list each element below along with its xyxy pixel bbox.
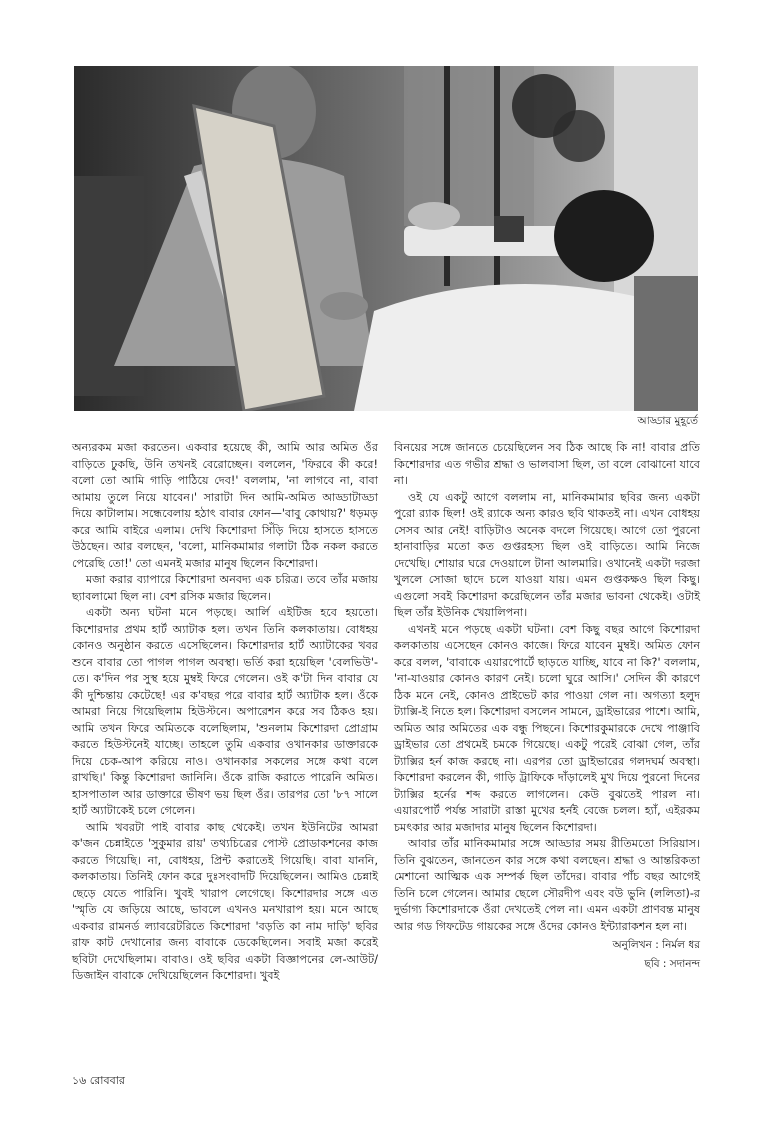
page-footer: ১৬ রোববার <box>72 1074 125 1087</box>
paragraph: আমি খবরটা পাই বাবার কাছ থেকেই। তখন ইউনিটের আমরা ক'জন চেন্নাইতে 'সুকুমার রায়' তথ্যচিত্রের পোস্ট প্রোডাকশনের কাজ করতে গিয়েছি। না, বোধহয়, প্রিন্ট করাতেই গিয়েছি। বাবা যাননি, কলকাতায়। তিনিই ফোন করে দুঃসংবাদটি দিয়েছিলেন। আমিও চেন্নাই ছেড়ে যেতে পারিনি। খুবই খারাপ লেগেছে। কিশোরদার সঙ্গে এত 'স্মৃতি যে জড়িয়ে আছে, ভাবলে এখনও মনখারাপ হয়। মনে আছে একবার রামনর্ড ল্যাবরেটরিতে কিশোরদা 'বড়তি কা নাম দাড়ি' ছবির রাফ কাট দেখানোর জন্য বাবাকে ডেকেছিলেন। সবাই মজা করেই ছবিটা দেখেছিলাম। বাবাও। ওই ছবির একটা বিজ্ঞাপনের লে-আউট/ডিজাইন বাবাকে দেখিয়েছিলেন কিশোরদা। খুবই <box>72 820 378 982</box>
paragraph: ওই যে একটু আগে বললাম না, মানিকমামার ছবির জন্য একটা পুরো র‍্যাক ছিল! ওই র‍্যাকে অন্য কারও ছবি থাকতই না। এখন বোধহয় সেসব আর নেই! বাড়িটাও অনেক বদলে গিয়েছে। আগে তো পুরনো হানাবাড়ির মতো কত গুপ্তরহস্য ছিল ওই বাড়িতে। আমি নিজে দেখেছি। শোয়ার ঘরে দেওয়ালে টানা আলমারি। ওখানেই একটা দরজা খুললে সোজা ছাদে চলে যাওয়া যায়। এমন গুপ্তকক্ষও ছিল কিছু। এগুলো সবই কিশোরদা করেছিলেন তাঁর মজার ভাবনা থেকেই। ওটাই ছিল তাঁর ইউনিক খেয়ালিপনা। <box>394 490 700 619</box>
paragraph: বিনয়ের সঙ্গে জানতে চেয়েছিলেন সব ঠিক আছে কি না! বাবার প্রতি কিশোরদার এত গভীর শ্রদ্ধা ও ভালবাসা ছিল, তা বলে বোঝানো যাবে না। <box>394 441 700 487</box>
article-column-left <box>72 440 378 985</box>
paragraph: মজা করার ব্যাপারে কিশোরদা অনবদ্য এক চরিত্র। তবে তাঁর মজায় ছ্যাবলামো ছিল না। বেশ রসিক মজার ছিলেন। <box>72 573 378 603</box>
photo-caption: আড্ডার মুহূর্তে <box>637 415 698 427</box>
two-men-conversation-photo <box>74 66 698 411</box>
article-column-right <box>394 440 700 973</box>
paragraph: আবার তাঁর মানিকমামার সঙ্গে আড্ডার সময় রীতিমতো সিরিয়াস। তিনি বুঝতেন, জানতেন কার সঙ্গে কথা বলছেন। শ্রদ্ধা ও আন্তরিকতা মেশানো আত্মিক এক সম্পর্ক ছিল তাঁদের। বাবার পাঁচ বছর আগেই তিনি চলে গেলেন। আমার ছেলে সৌরদীপ এবং বউ ভুনি (ললিতা)-র দুর্ভাগ্য কিশোরদাকে ওঁরা দেখতেই পেল না। এমন একটা প্রাণবন্ত মানুষ আর গড গিফটেড গায়কের সঙ্গে ওঁদের কোনও ইন্ট্যারাকশন হল না। <box>394 837 700 933</box>
paragraph: এখনই মনে পড়ছে একটা ঘটনা। বেশ কিছু বছর আগে কিশোরদা কলকাতায় এসেছেন কোনও কাজে। ফিরে যাবেন মুম্বই। অমিত ফোন করে বলল, 'বাবাকে এয়ারপোর্টে ছাড়তে যাচ্ছি, যাবে না কি?' বললাম, 'না-যাওয়ার কোনও কারণ নেই। চলো ঘুরে আসি।' সেদিন কী কারণে ঠিক মনে নেই, কোনও প্রাইভেট কার পাওয়া গেল না। অগত্যা হলুদ ট্যাক্সি-ই নিতে হল। কিশোরদা বসলেন সামনে, ড্রাইভারের পাশে। আমি, অমিত আর অমিতের এক বন্ধু পিছনে। কিশোরকুমারকে দেখে পাঞ্জাবি ড্রাইভার তো প্রথমেই চমকে গিয়েছে। একটু পরেই বোঝা গেল, তাঁর ট্যাক্সির হর্ন কাজ করছে না। এরপর তো ড্রাইভারের গলদঘর্ম অবস্থা। কিশোরদা করলেন কী, গাড়ি ট্রাফিকে দাঁড়ালেই মুখ দিয়ে পুরনো দিনের ট্যাক্সির হর্নের শব্দ করতে লাগলেন। কেউ বুঝতেই পারল না। এয়ারপোর্ট পর্যন্ত সারাটা রাস্তা মুখের হর্নই বেজে চলল। হ্যাঁ, এইরকম চমৎকার আর মজাদার মানুষ ছিলেন কিশোরদা। <box>394 622 700 834</box>
transcription-credit: অনুলিখন : নির্মল ধর <box>612 939 700 951</box>
paragraph: একটা অন্য ঘটনা মনে পড়ছে। আর্লি এইটিজ হবে হয়তো। কিশোরদার প্রথম হার্ট অ্যাটাক হল। তখন তিনি কলকাতায়। বোধহয় কোনও অনুষ্ঠান করতে এসেছিলেন। কিশোরদার হার্ট অ্যাটাকের খবর শুনে বাবার তো পাগল পাগল অবস্থা। ভর্তি করা হয়েছিল 'বেলভিউ'-তে। ক'দিন পর সুস্থ হয়ে মুম্বই ফিরে গেলেন। ওই ক'টা দিন বাবার যে কী দুশ্চিন্তায় কেটেছে! এর ক'বছর পরে বাবার হার্ট অ্যাটাক হল। ওঁকে আমরা নিয়ে গিয়েছিলাম হিউস্টনে। অপারেশন করে সব ঠিকও হয়। আমি তখন ফিরে অমিতকে বলেছিলাম, 'শুনলাম কিশোরদা প্রোগ্রাম করতে হিউস্টনেই যাচ্ছে। তাহলে তুমি একবার ওখানকার ডাক্তারকে দিয়ে চেক-আপ করিয়ে নাও। ওখানকার সকলের সঙ্গে কথা বলে রাখছি।' কিন্তু কিশোরদা জানিনি। ওঁকে রাজি করাতে পারেনি অমিত। হাসপাতাল আর ডাক্তারে ভীষণ ভয় ছিল ওঁর। তারপর তো '৮৭ সালে হার্ট অ্যাটাকেই চলে গেলেন। <box>72 606 378 817</box>
photo-credit: ছবি : সদানন্দ <box>644 958 700 970</box>
paragraph: অন্যরকম মজা করতেন। একবার হয়েছে কী, আমি আর অমিত ওঁর বাড়িতে ঢুকছি, উনি তখনই বেরোচ্ছেন। বললেন, 'ফিরবে কী করে! বলো তো আমি গাড়ি পাঠিয়ে দেব!' বললাম, 'না লাগবে না, বাবা আমায় তুলে নিয়ে যাবেন।' সারাটা দিন আমি-অমিত আড্ডাটাড্ডা দিয়ে কাটালাম। সন্ধেবেলায় হঠাৎ বাবার ফোন—'বাবু কোথায়?' ধড়মড় করে আমি বাইরে এলাম। দেখি কিশোরদা সিঁড়ি দিয়ে হাসতে হাসতে উঠছেন। আর বলছেন, 'বলো, মানিকমামার গলাটা ঠিক নকল করতে পেরেছি তো!' তো এমনই মজার মানুষ ছিলেন কিশোরদা। <box>72 441 378 570</box>
